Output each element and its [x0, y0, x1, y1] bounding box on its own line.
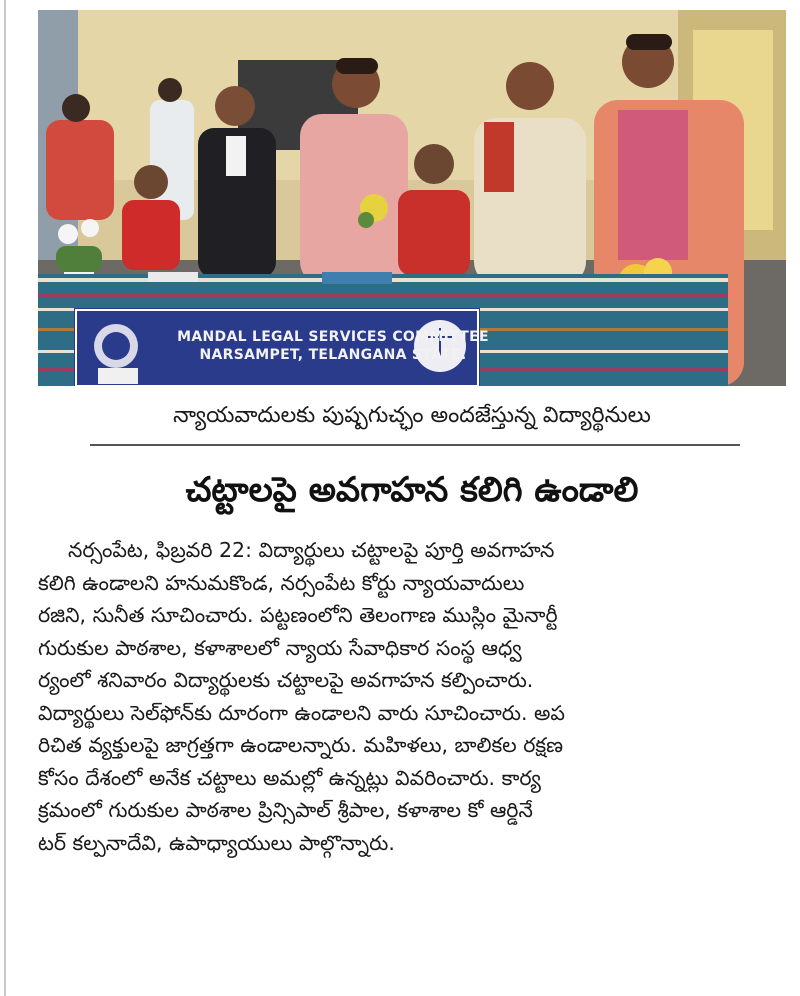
body-line: విద్యార్థులు సెల్‌ఫోన్‌కు దూరంగా ఉండాలని వారు సూచించారు. అప — [38, 700, 565, 725]
article-body — [38, 534, 788, 859]
body-line: రిచిత వ్యక్తులపై జాగ్రత్తగా ఉండాలన్నారు. మహిళలు, బాలికల రక్షణ — [38, 733, 564, 757]
body-line: ర్యంలో శనివారం విద్యార్థులకు చట్టాలపై అవగాహన కల్పించారు. — [38, 668, 534, 692]
caption-divider — [90, 444, 740, 446]
body-line: కలిగి ఉండాలని హనుమకొండ, నర్సంపేట కోర్టు న్యాయవాదులు — [38, 570, 525, 595]
body-line: కోసం దేశంలో అనేక చట్టాలు అమల్లో ఉన్నట్లు వివరించారు. కార్య — [38, 765, 541, 790]
banner-line-1: MANDAL LEGAL SERVICES COMMITTEE — [177, 329, 489, 345]
banner-text — [158, 328, 508, 364]
column-divider — [4, 0, 6, 996]
photo-caption: న్యాయవాదులకు పుష్పగుచ్ఛం అందజేస్తున్న విద్యార్థినులు — [173, 403, 651, 428]
body-line: టర్ కల్పనాదేవి, ఉపాధ్యాయులు పాల్గొన్నారు. — [38, 830, 395, 855]
banner-line-2: NARSAMPET, TELANGANA STATE. — [199, 347, 467, 363]
news-photo — [38, 10, 786, 386]
body-line: గురుకుల పాఠశాల, కళాశాలలో న్యాయ సేవాధికార సంస్థ ఆధ్వ — [38, 635, 522, 660]
body-line: నర్సంపేట, ఫిబ్రవరి 22: విద్యార్థులు చట్టాలపై పూర్తి అవగాహన — [68, 538, 555, 562]
article-headline: చట్టాలపై అవగాహన కలిగి ఉండాలి — [185, 470, 639, 510]
body-line: రజిని, సునీత సూచించారు. పట్టణంలోని తెలంగాణ ముస్లిం మైనార్టీ — [38, 603, 558, 627]
body-line: క్రమంలో గురుకుల పాఠశాల ప్రిన్సిపాల్ శ్రీపాల, కళాశాల కో ఆర్డినే — [38, 798, 533, 822]
